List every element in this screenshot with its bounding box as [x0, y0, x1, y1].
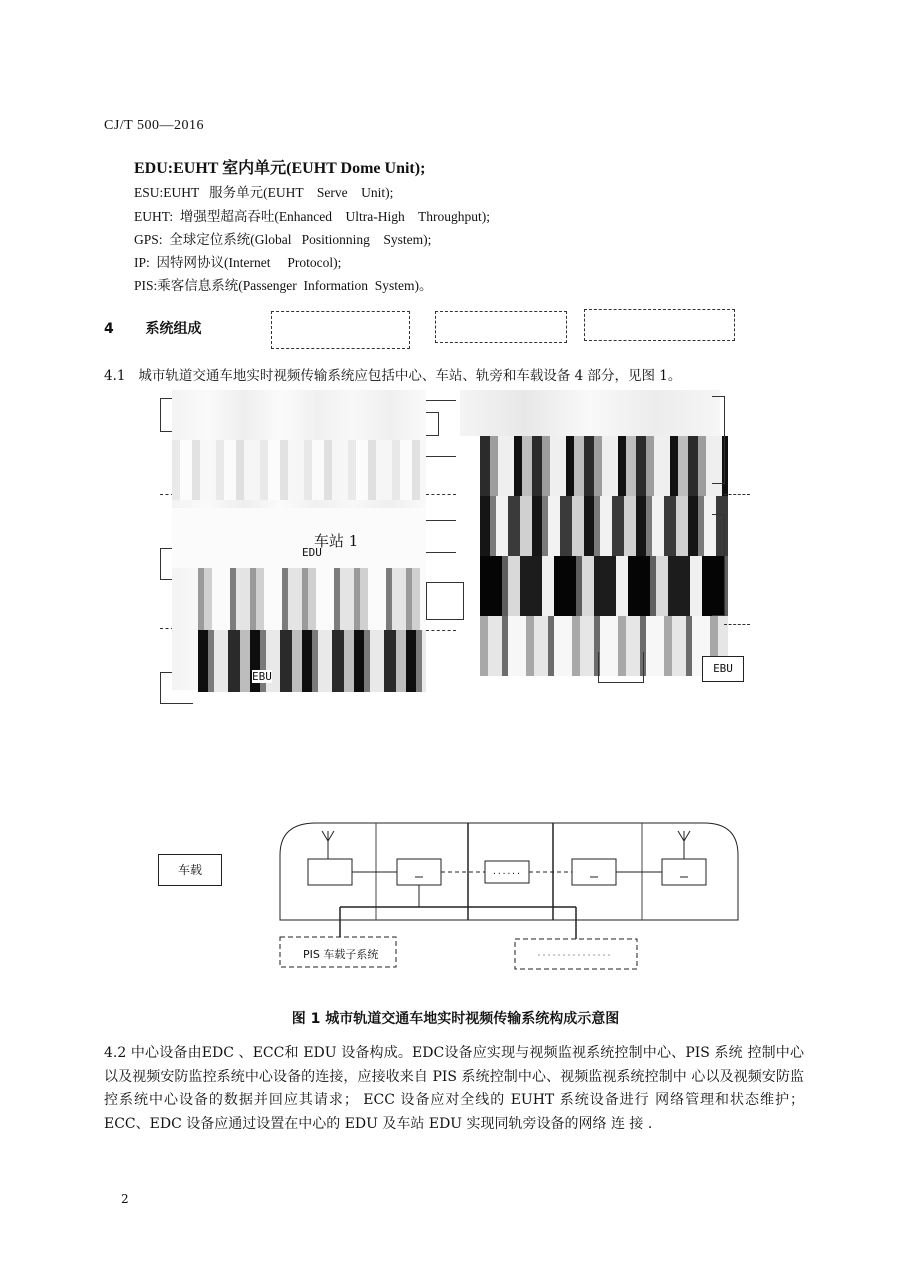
abbr-pis: PIS:乘客信息系统(Passenger Information System)。: [134, 278, 433, 293]
equip-box-4: [572, 859, 616, 885]
paragraph-4-2: 4.2 中心设备由EDC 、ECC和 EDU 设备构成。EDC设备应实现与视频监视系统控制中心、PIS 系统 控制中心以及视频安防监控系统中心设备的连接，应接收来自 PIS 系统控制中心、视频监视系统控制中 心以及视频安防监控系统中心设备的数据并回应其请求； ECC 设备应对全线的 EUHT 系统设备进行 网络管理和状态维护；ECC、EDC 设备应通过设置在中心的 EDU 及车站 EDU 实现同轨旁设备的网络 连 接 .: [104, 1045, 804, 1132]
connector-5: [426, 520, 456, 521]
figure-caption: 图 1 城市轨道交通车地实时视频传输系统构成示意图: [291, 1011, 620, 1027]
abbr-euht: EUHT: 增强型超高吞吐(Enhanced Ultra-High Throughput);: [134, 209, 491, 224]
abbr-esu: ESU:EUHT 服务单元(EUHT Serve Unit);: [134, 185, 394, 200]
abbr-gps: GPS: 全球定位系统(Global Positionning System);: [134, 232, 432, 247]
bracket-right-2: [712, 514, 725, 616]
bracket-right-1: [712, 396, 725, 484]
edu-label: EDU: [302, 546, 322, 559]
connector-7: [426, 630, 456, 631]
connector-1: [426, 400, 456, 401]
equip-box-5: [662, 859, 706, 885]
page-number: 2: [121, 1192, 129, 1206]
connector-2: [426, 412, 439, 436]
abbr-ip: IP: 因特网协议(Internet Protocol);: [134, 255, 342, 270]
connector-3: [426, 456, 456, 457]
bracket-bottom-right: [598, 652, 644, 683]
blurred-band-left-1: [172, 440, 426, 500]
antenna-icon-left: [322, 831, 334, 859]
ellipsis-label: ......: [492, 867, 521, 876]
vehicle-label: 车载: [158, 854, 222, 886]
figure-top-box-1: [271, 311, 410, 349]
blurred-band-right-1: [480, 436, 728, 496]
right-subsystem-box: [515, 939, 637, 969]
ebu-left-label: EBU: [252, 670, 272, 683]
standard-code: CJ/T 500—2016: [104, 118, 204, 133]
blurred-band-right-2: [480, 496, 728, 556]
train-diagram: [270, 815, 750, 990]
section-title: 系统组成: [145, 321, 202, 337]
connector-4: [426, 494, 456, 495]
connector-6: [426, 552, 456, 553]
blurred-band-left-4: [172, 508, 426, 568]
blurred-region-right-top: [460, 390, 720, 436]
section-heading: [104, 318, 202, 338]
ebu-right-label: EBU: [702, 656, 744, 682]
dash-right-2: [724, 624, 750, 625]
blurred-band-left-3: [198, 630, 426, 692]
equip-box-1: [308, 859, 352, 885]
connector-box: [426, 582, 464, 620]
blurred-band-left-2: [198, 568, 426, 630]
antenna-icon-right: [678, 831, 690, 859]
equip-box-2: [397, 859, 441, 885]
blurred-band-right-3: [480, 556, 728, 616]
figure-top-box-2: [435, 311, 567, 343]
dash-right-1: [724, 494, 750, 495]
section-number: 4: [104, 321, 114, 337]
abbr-edu: EDU:EUHT 室内单元(EUHT Dome Unit);: [134, 160, 426, 177]
paragraph-4-1: 4.1 城市轨道交通车地实时视频传输系统应包括中心、车站、轨旁和车载设备 4 部分，见图 1。: [104, 368, 682, 384]
figure-diagram: [150, 390, 760, 710]
station-label: 车站 1: [314, 532, 359, 550]
pis-subsystem-label: PIS 车载子系统: [303, 948, 379, 961]
figure-top-box-3: [584, 309, 735, 341]
